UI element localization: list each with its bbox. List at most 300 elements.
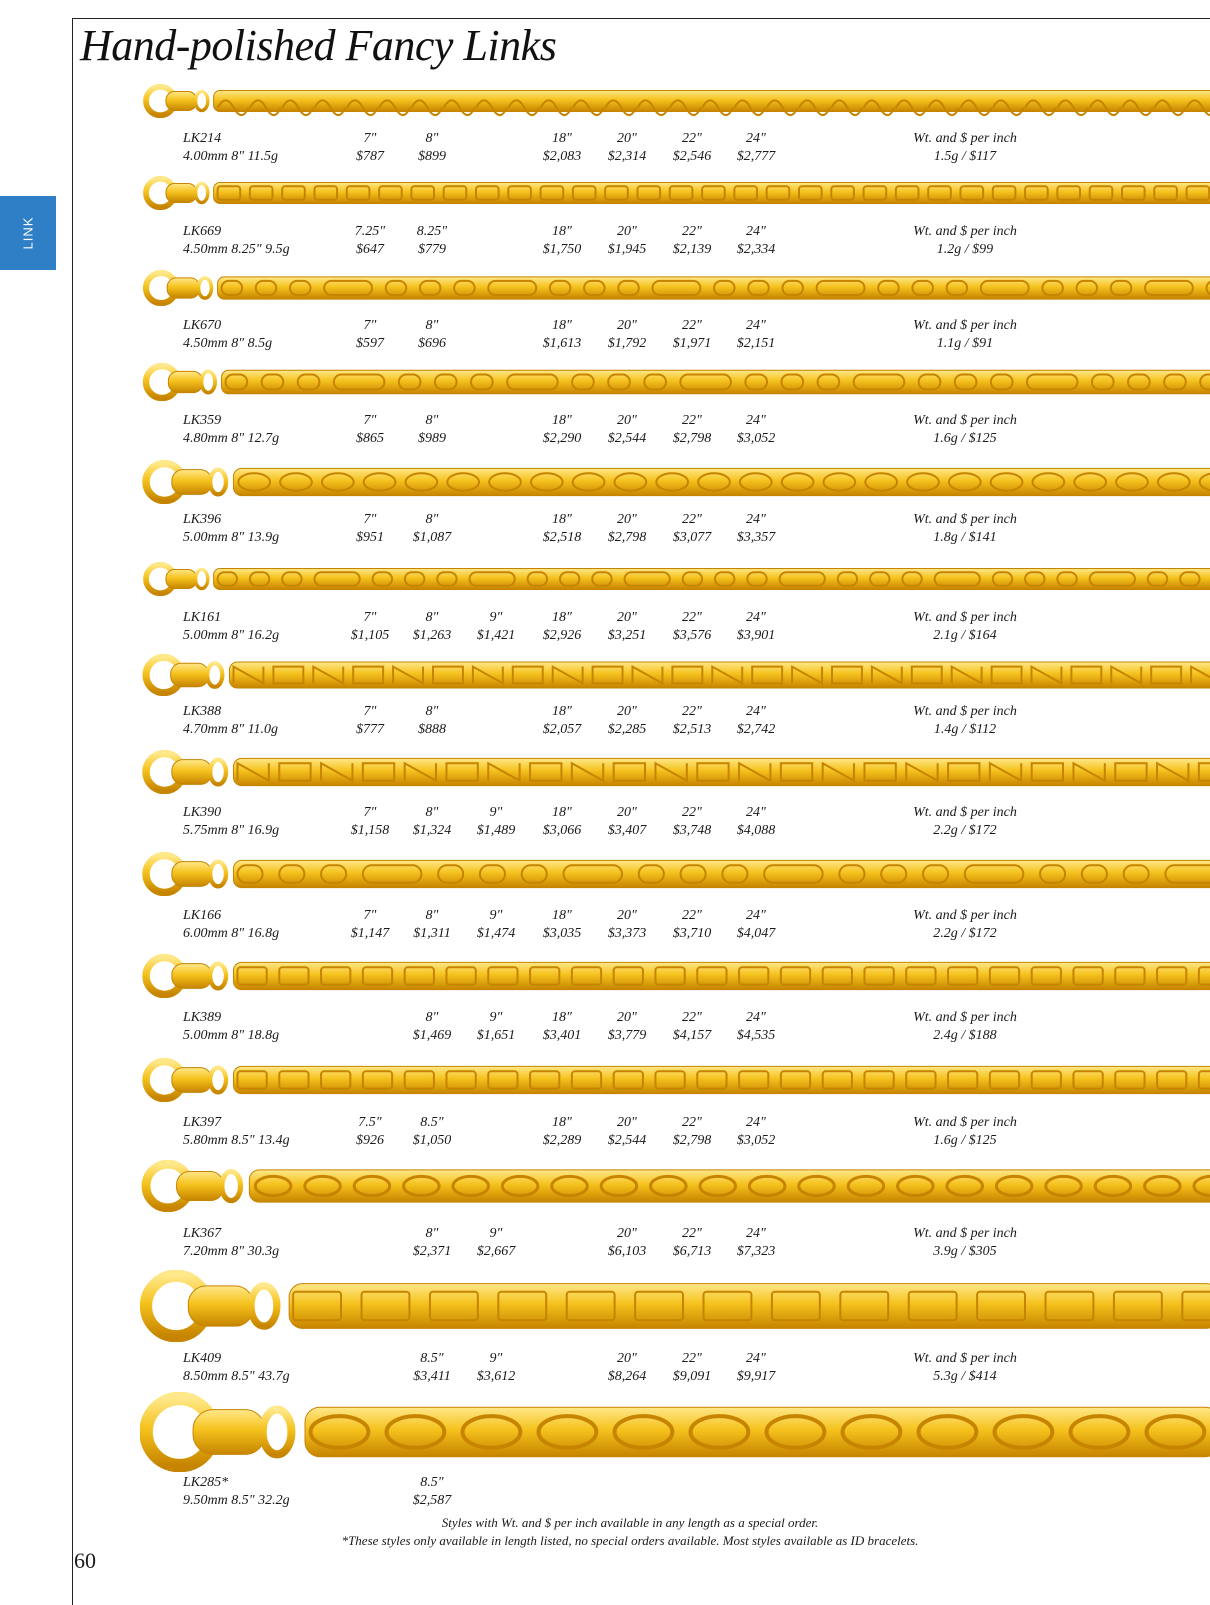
price-value: $2,667 [476, 1244, 516, 1259]
price-value: $1,971 [672, 336, 712, 351]
price-col-24in [716, 1225, 796, 1261]
price-col-24in [716, 907, 796, 943]
chain-band-shape [289, 1284, 1210, 1329]
length-label: 7" [363, 512, 377, 527]
length-label: 20" [617, 1115, 637, 1130]
price-value: $1,489 [476, 823, 516, 838]
chain-svg [140, 176, 1210, 210]
price-value: $2,544 [607, 1133, 647, 1148]
price-value: $3,901 [736, 628, 776, 643]
weight-value: 2.4g / $188 [933, 1028, 997, 1043]
length-label: 9" [489, 1010, 503, 1025]
length-label: 22" [682, 1010, 702, 1025]
price-value: $926 [356, 1133, 384, 1148]
chain-info-row [0, 609, 1210, 649]
price-col-b [392, 1114, 472, 1150]
item-code: LK367 [183, 1226, 222, 1241]
chain-info-row [0, 1474, 1210, 1514]
length-label: 18" [552, 413, 572, 428]
price-col-24in [716, 804, 796, 840]
length-label: 18" [552, 512, 572, 527]
item-spec: 4.50mm 8" 8.5g [183, 336, 273, 351]
price-col-24in [716, 1350, 796, 1386]
chain-svg [140, 654, 1210, 696]
weight-per-inch [880, 1114, 1050, 1150]
clasp-body-shape [172, 1068, 212, 1093]
chain-info-row [0, 1350, 1210, 1390]
length-label: 18" [552, 610, 572, 625]
price-value: $3,357 [736, 530, 776, 545]
clasp-body-shape [177, 1171, 224, 1200]
price-value: $1,147 [350, 926, 390, 941]
price-value: $3,748 [672, 823, 712, 838]
jump-ring-shape [198, 278, 211, 298]
price-value: $1,087 [412, 530, 452, 545]
price-value: $3,052 [736, 431, 776, 446]
price-col-b [392, 511, 472, 547]
item-code: LK388 [183, 704, 222, 719]
clasp-body-shape [166, 569, 197, 588]
length-label: 20" [617, 1010, 637, 1025]
weight-per-inch [880, 130, 1050, 166]
chain-svg [140, 363, 1210, 401]
weight-label: Wt. and $ per inch [913, 610, 1017, 625]
price-value: $2,139 [672, 242, 712, 257]
item-spec: 8.50mm 8.5" 43.7g [183, 1369, 290, 1384]
price-value: $2,798 [607, 530, 647, 545]
length-label: 24" [746, 1115, 766, 1130]
length-label: 7" [363, 908, 377, 923]
price-value: $787 [356, 149, 384, 164]
length-label: 9" [489, 805, 503, 820]
price-value: $865 [356, 431, 384, 446]
length-label: 20" [617, 1351, 637, 1366]
price-value: $2,798 [672, 1133, 712, 1148]
price-value: $2,587 [412, 1493, 452, 1508]
length-label: 24" [746, 1226, 766, 1241]
weight-per-inch [880, 1225, 1050, 1261]
length-label: 18" [552, 908, 572, 923]
length-label: 7" [363, 610, 377, 625]
price-value: $597 [356, 336, 384, 351]
chain-info-row [0, 703, 1210, 743]
weight-per-inch [880, 223, 1050, 259]
price-value: $6,103 [607, 1244, 647, 1259]
length-label: 20" [617, 318, 637, 333]
length-label: 8.5" [420, 1351, 444, 1366]
clasp-body-shape [172, 862, 212, 887]
price-value: $696 [418, 336, 446, 351]
price-value: $1,613 [542, 336, 582, 351]
chain-svg [140, 1270, 1210, 1342]
price-col-24in [716, 609, 796, 645]
price-value: $8,264 [607, 1369, 647, 1384]
weight-value: 2.2g / $172 [933, 926, 997, 941]
price-value: $888 [418, 722, 446, 737]
price-value: $1,158 [350, 823, 390, 838]
length-label: 20" [617, 1226, 637, 1241]
clasp-body-shape [168, 371, 202, 392]
length-label: 9" [489, 1351, 503, 1366]
length-label: 8.25" [416, 224, 448, 239]
weight-per-inch [880, 804, 1050, 840]
clasp-body-shape [188, 1286, 253, 1326]
price-value: $2,742 [736, 722, 776, 737]
length-label: 20" [617, 512, 637, 527]
length-label: 8" [425, 413, 439, 428]
weight-label: Wt. and $ per inch [913, 1351, 1017, 1366]
weight-value: 1.1g / $91 [936, 336, 994, 351]
price-value: $3,710 [672, 926, 712, 941]
length-label: 24" [746, 1010, 766, 1025]
length-label: 8" [425, 704, 439, 719]
price-value: $1,469 [412, 1028, 452, 1043]
price-value: $3,407 [607, 823, 647, 838]
price-value: $1,324 [412, 823, 452, 838]
weight-label: Wt. and $ per inch [913, 318, 1017, 333]
price-value: $2,290 [542, 431, 582, 446]
footnotes [200, 1514, 1060, 1550]
weight-value: 1.8g / $141 [933, 530, 997, 545]
price-value: $3,779 [607, 1028, 647, 1043]
length-label: 8" [425, 1226, 439, 1241]
price-value: $2,334 [736, 242, 776, 257]
chain-info-row [0, 1114, 1210, 1154]
item-spec: 9.50mm 8.5" 32.2g [183, 1493, 290, 1508]
weight-label: Wt. and $ per inch [913, 1010, 1017, 1025]
length-label: 8.5" [420, 1115, 444, 1130]
length-label: 20" [617, 908, 637, 923]
price-value: $3,077 [672, 530, 712, 545]
jump-ring-shape [210, 760, 226, 785]
length-label: 22" [682, 1351, 702, 1366]
weight-label: Wt. and $ per inch [913, 1115, 1017, 1130]
weight-value: 1.5g / $117 [933, 149, 997, 164]
page-title: Hand-polished Fancy Links [80, 21, 557, 70]
clasp-body-shape [172, 470, 212, 495]
chain-info-row [0, 317, 1210, 357]
price-value: $1,945 [607, 242, 647, 257]
price-value: $4,088 [736, 823, 776, 838]
clasp-body-shape [166, 183, 197, 202]
jump-ring-shape [201, 371, 215, 392]
chain-svg [140, 1392, 1210, 1472]
length-label: 22" [682, 704, 702, 719]
price-value: $3,052 [736, 1133, 776, 1148]
chain-info-row [0, 1225, 1210, 1265]
item-code: LK359 [183, 413, 222, 428]
weight-value: 1.6g / $125 [933, 1133, 997, 1148]
price-value: $2,057 [542, 722, 582, 737]
length-label: 20" [617, 805, 637, 820]
price-value: $2,314 [607, 149, 647, 164]
jump-ring-shape [196, 183, 208, 202]
item-code: LK390 [183, 805, 222, 820]
footnote-asterisk: *These styles only available in length listed, no special orders available. Most styles available as ID bracelets. [341, 1533, 919, 1548]
price-col-b [392, 412, 472, 448]
length-label: 22" [682, 512, 702, 527]
length-label: 24" [746, 1351, 766, 1366]
length-label: 22" [682, 131, 702, 146]
length-label: 7.25" [354, 224, 386, 239]
chain-image [140, 562, 1210, 596]
weight-label: Wt. and $ per inch [913, 1226, 1017, 1241]
length-label: 8" [425, 318, 439, 333]
item-spec: 5.00mm 8" 13.9g [183, 530, 280, 545]
item-code: LK389 [183, 1010, 222, 1025]
price-col-c [456, 1225, 536, 1261]
length-label: 8" [425, 131, 439, 146]
chain-svg [140, 562, 1210, 596]
weight-per-inch [880, 703, 1050, 739]
chain-info-row [0, 511, 1210, 551]
item-code: LK161 [183, 610, 222, 625]
price-value: $951 [356, 530, 384, 545]
chain-image [140, 1270, 1210, 1342]
weight-value: 1.6g / $125 [933, 431, 997, 446]
length-label: 7.5" [358, 1115, 382, 1130]
price-col-b [392, 130, 472, 166]
length-label: 22" [682, 610, 702, 625]
price-value: $9,091 [672, 1369, 712, 1384]
clasp-body-shape [193, 1410, 265, 1455]
price-value: $1,421 [476, 628, 516, 643]
chain-svg [140, 750, 1210, 794]
price-value: $1,750 [542, 242, 582, 257]
length-label: 24" [746, 318, 766, 333]
weight-per-inch [880, 511, 1050, 547]
footnote-special-order: Styles with Wt. and $ per inch available in any length as a special order. [441, 1515, 819, 1530]
chain-image [140, 1392, 1210, 1472]
weight-per-inch [880, 412, 1050, 448]
length-label: 20" [617, 610, 637, 625]
chain-info-row [0, 412, 1210, 452]
price-value: $7,323 [736, 1244, 776, 1259]
chain-info-row [0, 223, 1210, 263]
price-value: $2,798 [672, 431, 712, 446]
chain-info-row [0, 130, 1210, 170]
length-label: 9" [489, 908, 503, 923]
price-value: $2,546 [672, 149, 712, 164]
jump-ring-shape [210, 1068, 226, 1093]
weight-value: 3.9g / $305 [933, 1244, 997, 1259]
price-value: $3,612 [476, 1369, 516, 1384]
section-tab-label: LINK [20, 216, 36, 250]
price-col-24in [716, 130, 796, 166]
length-label: 22" [682, 318, 702, 333]
length-label: 18" [552, 131, 572, 146]
price-value: $2,544 [607, 431, 647, 446]
length-label: 8" [425, 610, 439, 625]
price-value: $779 [418, 242, 446, 257]
chain-svg [140, 852, 1210, 896]
length-label: 8" [425, 1010, 439, 1025]
length-label: 22" [682, 413, 702, 428]
item-code: LK396 [183, 512, 222, 527]
length-label: 22" [682, 1226, 702, 1241]
price-value: $1,105 [350, 628, 390, 643]
price-col-24in [716, 511, 796, 547]
price-value: $1,311 [413, 926, 451, 941]
jump-ring-shape [263, 1410, 292, 1455]
price-value: $2,926 [542, 628, 582, 643]
price-value: $3,373 [607, 926, 647, 941]
price-value: $2,513 [672, 722, 712, 737]
weight-per-inch [880, 317, 1050, 353]
chain-band-shape [305, 1407, 1210, 1457]
length-label: 8" [425, 805, 439, 820]
chain-svg [140, 270, 1210, 306]
clasp-body-shape [172, 964, 212, 989]
chain-image [140, 750, 1210, 794]
weight-value: 1.2g / $99 [936, 242, 994, 257]
price-col-c [456, 1350, 536, 1386]
price-value: $989 [418, 431, 446, 446]
weight-value: 5.3g / $414 [933, 1369, 997, 1384]
price-value: $2,289 [542, 1133, 582, 1148]
price-value: $3,251 [607, 628, 647, 643]
price-value: $3,576 [672, 628, 712, 643]
clasp-body-shape [171, 663, 209, 687]
price-value: $4,157 [672, 1028, 712, 1043]
chain-image [140, 363, 1210, 401]
chain-image [140, 460, 1210, 504]
length-label: 18" [552, 1010, 572, 1025]
price-value: $2,151 [736, 336, 776, 351]
item-spec: 4.50mm 8.25" 9.5g [183, 242, 290, 257]
clasp-body-shape [172, 760, 212, 785]
price-value: $3,035 [542, 926, 582, 941]
length-label: 22" [682, 1115, 702, 1130]
length-label: 20" [617, 704, 637, 719]
length-label: 7" [363, 318, 377, 333]
weight-value: 1.4g / $112 [933, 722, 997, 737]
length-label: 9" [489, 1226, 503, 1241]
clasp-body-shape [166, 91, 197, 110]
chain-image [140, 852, 1210, 896]
price-value: $3,066 [542, 823, 582, 838]
price-value: $2,083 [542, 149, 582, 164]
price-value: $647 [356, 242, 384, 257]
price-col-b [392, 703, 472, 739]
price-col-24in [716, 223, 796, 259]
weight-label: Wt. and $ per inch [913, 224, 1017, 239]
jump-ring-shape [196, 569, 208, 588]
item-code: LK669 [183, 224, 222, 239]
length-label: 18" [552, 1115, 572, 1130]
price-value: $2,518 [542, 530, 582, 545]
price-value: $9,917 [736, 1369, 776, 1384]
chain-info-row [0, 804, 1210, 844]
chain-band-shape [249, 1170, 1210, 1202]
chain-svg [140, 954, 1210, 998]
length-label: 20" [617, 413, 637, 428]
chain-band-shape [214, 568, 1210, 589]
chain-info-row [0, 1009, 1210, 1049]
weight-per-inch [880, 1350, 1050, 1386]
price-value: $6,713 [672, 1244, 712, 1259]
weight-value: 2.1g / $164 [933, 628, 997, 643]
weight-label: Wt. and $ per inch [913, 413, 1017, 428]
price-value: $3,411 [413, 1369, 451, 1384]
page-number: 60 [74, 1548, 96, 1573]
length-label: 24" [746, 413, 766, 428]
chain-image [140, 1160, 1210, 1212]
item-spec: 4.00mm 8" 11.5g [183, 149, 279, 164]
price-col-b [392, 1474, 472, 1510]
chain-svg [140, 1058, 1210, 1102]
price-col-24in [716, 703, 796, 739]
weight-per-inch [880, 1009, 1050, 1045]
price-col-24in [716, 317, 796, 353]
jump-ring-shape [210, 862, 226, 887]
price-value: $899 [418, 149, 446, 164]
length-label: 9" [489, 610, 503, 625]
clasp-body-shape [167, 278, 199, 298]
price-value: $1,263 [412, 628, 452, 643]
price-value: $2,371 [412, 1244, 452, 1259]
chain-image [140, 1058, 1210, 1102]
weight-per-inch [880, 907, 1050, 943]
weight-label: Wt. and $ per inch [913, 512, 1017, 527]
length-label: 20" [617, 131, 637, 146]
length-label: 18" [552, 224, 572, 239]
chain-image [140, 654, 1210, 696]
item-spec: 4.70mm 8" 11.0g [183, 722, 279, 737]
weight-label: Wt. and $ per inch [913, 805, 1017, 820]
weight-label: Wt. and $ per inch [913, 704, 1017, 719]
price-value: $3,401 [542, 1028, 582, 1043]
item-code: LK670 [183, 318, 222, 333]
item-spec: 5.75mm 8" 16.9g [183, 823, 280, 838]
item-spec: 5.00mm 8" 18.8g [183, 1028, 280, 1043]
length-label: 7" [363, 131, 377, 146]
weight-label: Wt. and $ per inch [913, 131, 1017, 146]
item-spec: 5.00mm 8" 16.2g [183, 628, 280, 643]
length-label: 7" [363, 704, 377, 719]
item-code: LK397 [183, 1115, 222, 1130]
length-label: 8.5" [420, 1475, 444, 1490]
length-label: 22" [682, 908, 702, 923]
item-spec: 6.00mm 8" 16.8g [183, 926, 280, 941]
jump-ring-shape [222, 1171, 241, 1200]
length-label: 18" [552, 318, 572, 333]
price-value: $1,050 [412, 1133, 452, 1148]
chain-svg [140, 1160, 1210, 1212]
chain-svg [140, 84, 1210, 118]
item-code: LK214 [183, 131, 222, 146]
price-value: $1,474 [476, 926, 516, 941]
weight-value: 2.2g / $172 [933, 823, 997, 838]
item-spec: 4.80mm 8" 12.7g [183, 431, 280, 446]
length-label: 24" [746, 704, 766, 719]
item-spec: 5.80mm 8.5" 13.4g [183, 1133, 290, 1148]
jump-ring-shape [196, 91, 208, 110]
length-label: 24" [746, 224, 766, 239]
length-label: 18" [552, 805, 572, 820]
weight-label: Wt. and $ per inch [913, 908, 1017, 923]
length-label: 8" [425, 908, 439, 923]
length-label: 24" [746, 131, 766, 146]
length-label: 24" [746, 512, 766, 527]
price-value: $4,535 [736, 1028, 776, 1043]
jump-ring-shape [210, 964, 226, 989]
length-label: 22" [682, 224, 702, 239]
jump-ring-shape [251, 1286, 277, 1326]
chain-info-row [0, 907, 1210, 947]
chain-image [140, 954, 1210, 998]
item-spec: 7.20mm 8" 30.3g [183, 1244, 280, 1259]
